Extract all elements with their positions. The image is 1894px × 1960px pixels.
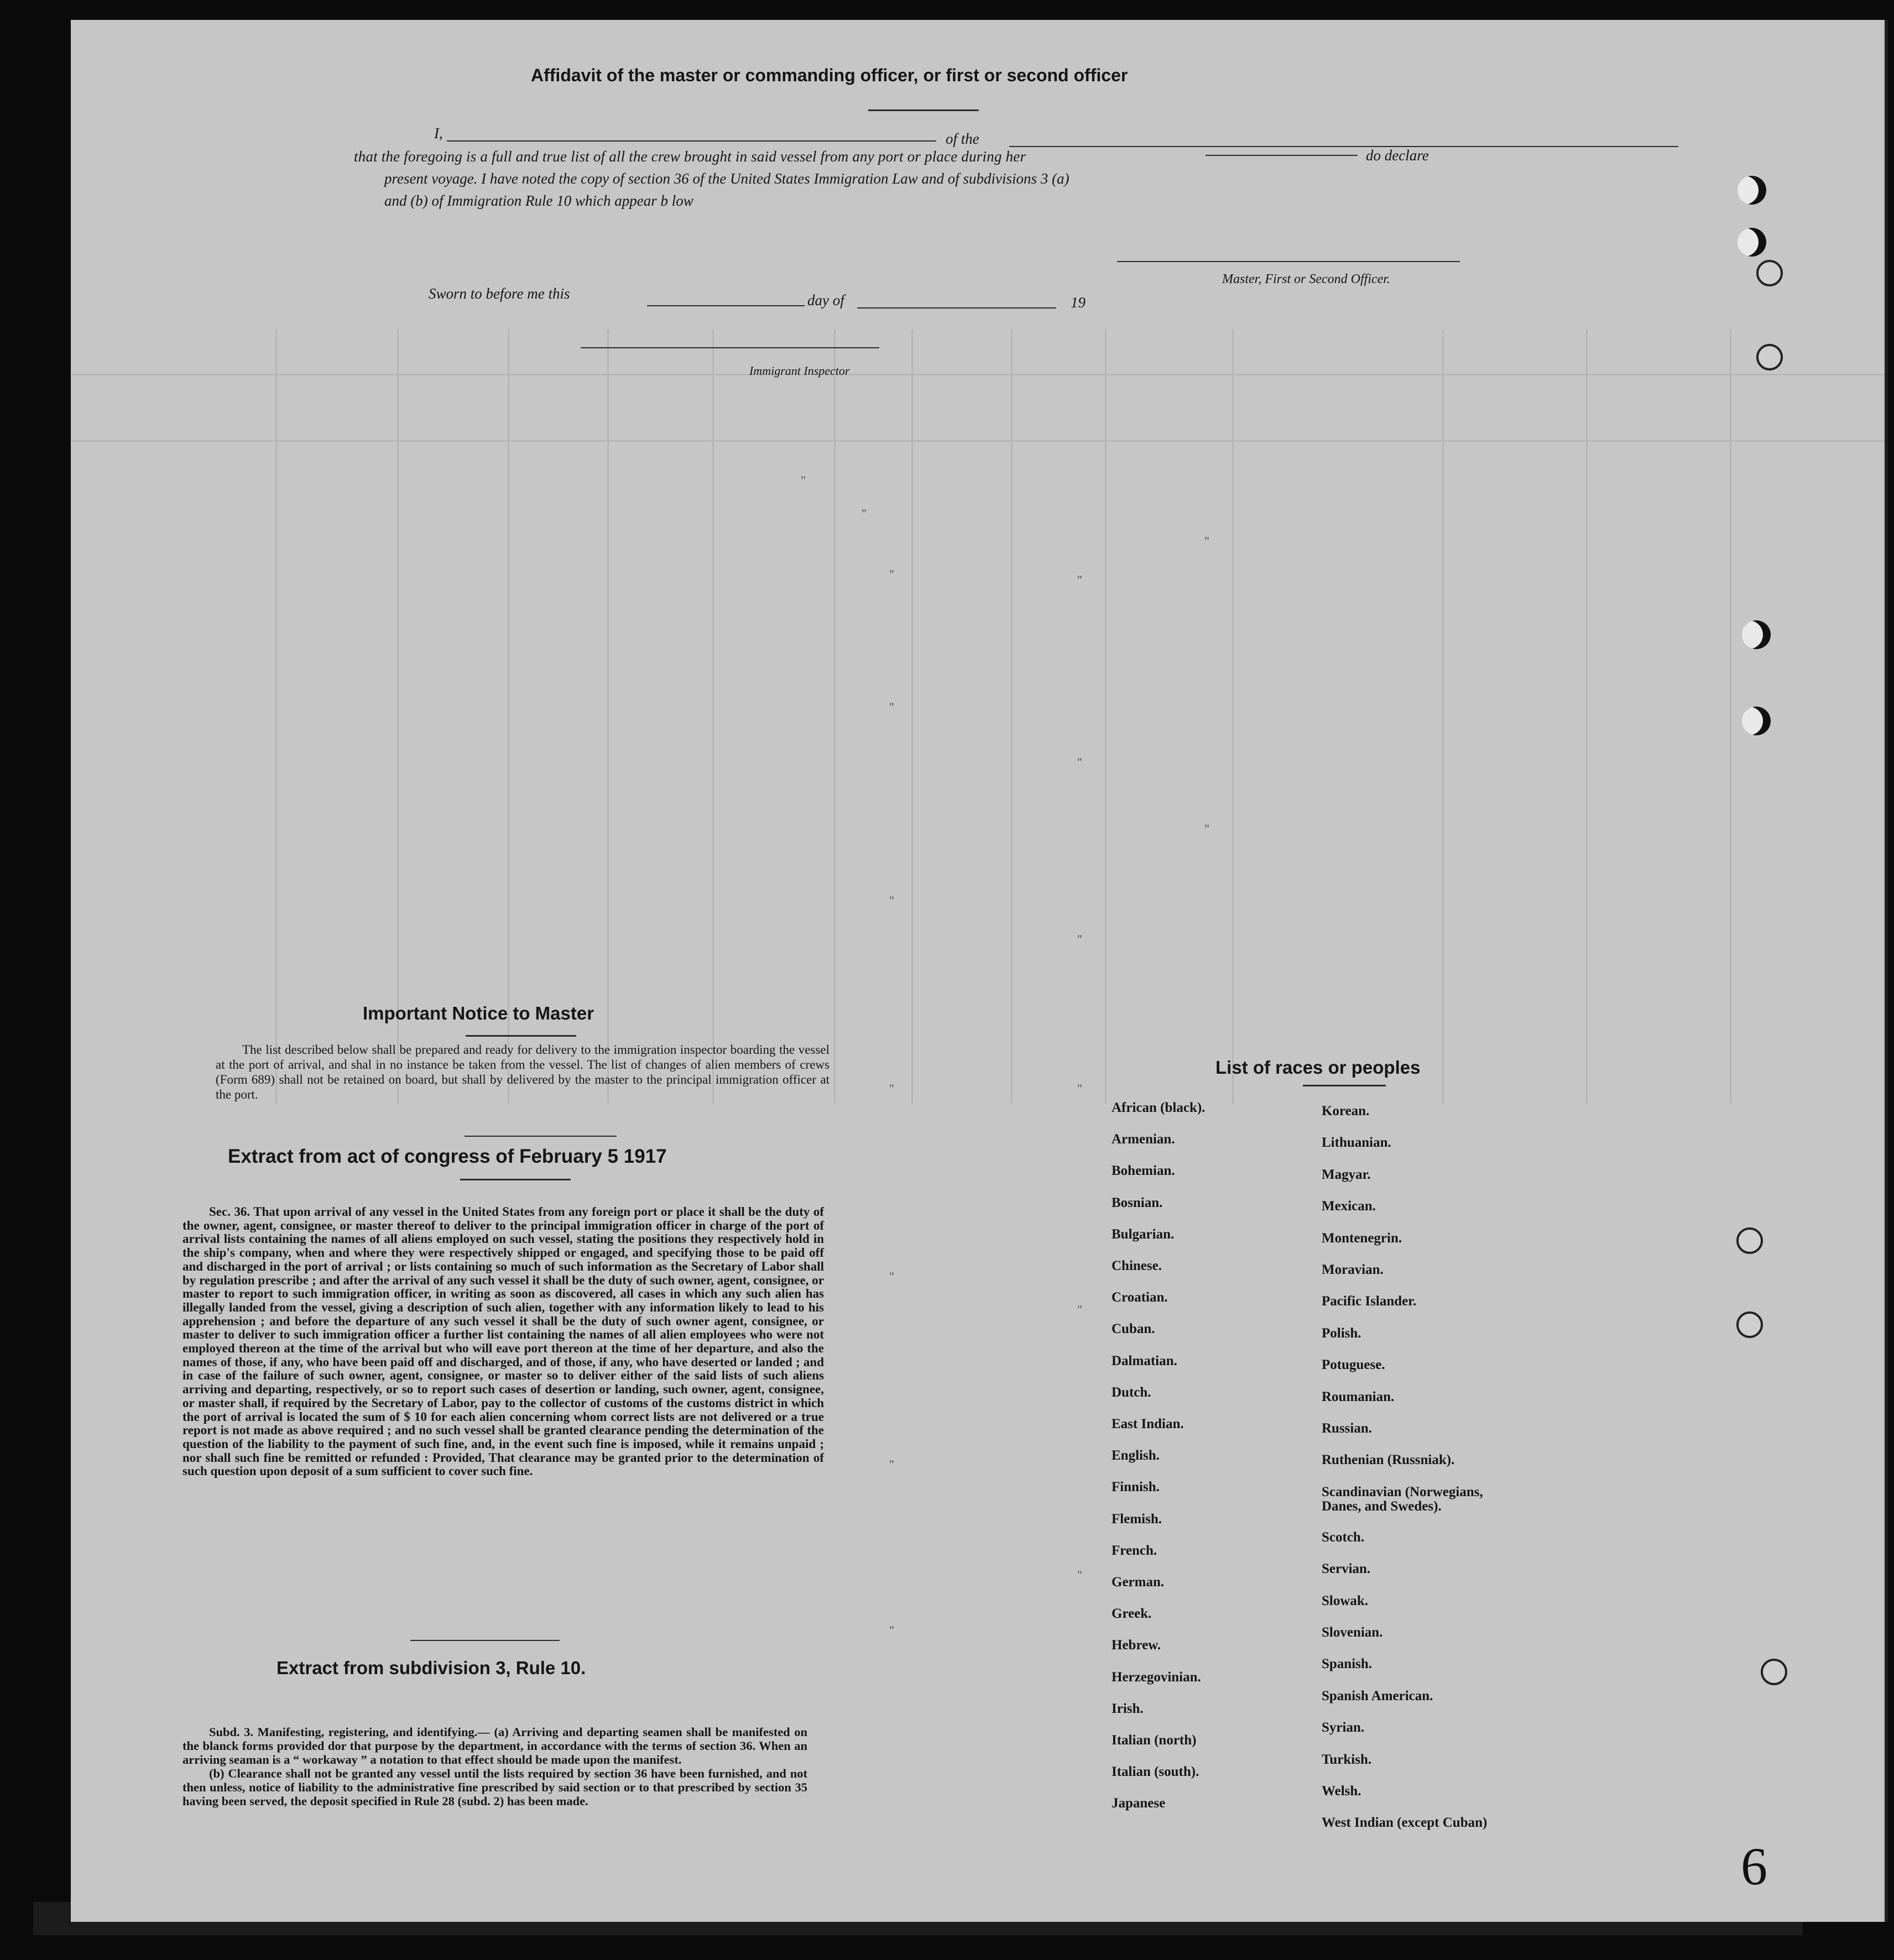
race-item: Spanish. (1322, 1656, 1373, 1672)
affidavit-of-the: of the (946, 130, 979, 147)
races-underline (1303, 1085, 1386, 1086)
affidavit-line-1: that the foregoing is a full and true list of all the crew brought in said vessel from any port or place during her (354, 148, 1026, 165)
race-item: Russian. (1322, 1421, 1373, 1436)
race-item: German. (1112, 1575, 1165, 1590)
affidavit-do-declare: do declare (1366, 147, 1429, 164)
race-item: Italian (north) (1112, 1733, 1197, 1748)
race-item: Slovenian. (1322, 1625, 1383, 1640)
sworn-day-of: day of (807, 292, 844, 309)
master-signature-line (1117, 261, 1460, 262)
vessel-blank (1009, 146, 1678, 147)
page-number: 6 (1741, 1837, 1767, 1896)
race-item: Potuguese. (1322, 1357, 1385, 1373)
race-item: Danes, and Swedes). (1322, 1498, 1442, 1514)
race-item: Spanish American. (1322, 1688, 1433, 1703)
race-item: Bulgarian. (1112, 1226, 1175, 1242)
race-item: West Indian (except Cuban) (1322, 1815, 1488, 1831)
punch-hole (1756, 344, 1783, 370)
race-item: English. (1112, 1448, 1160, 1464)
race-item: Lithuanian. (1322, 1135, 1391, 1151)
race-item: African (black). (1112, 1100, 1206, 1115)
race-item: Roumanian. (1322, 1389, 1395, 1404)
race-item: Montenegrin. (1322, 1230, 1402, 1246)
subdivision-b: (b) Clearance shall not be granted any vessel until the lists required by section 36 have been furnished, and not then unless, notice of liability to the administrative fine prescribed by said section or to that prescribed by section 35 having been served, the deposit specified in Rule 28 (subd. 2) has been made. (182, 1766, 807, 1808)
race-item: Bohemian. (1112, 1163, 1175, 1179)
act-paragraph: Sec. 36. That upon arrival of any vessel in the United States from any foreign port or place it shall be the duty of the owner, agent, consignee, or master thereof to deliver to the principal immigration officer in charge of the port of arrival lists containing the names of all aliens employed on such vessel, stating the positions they respectively hold in the ship's company, when and where they were respectively shipped or engaged, and specifying those to be paid off and discharged in the port of arrival ; or lists containing so much of such information as the Secretary of Labor shall by regulation prescribe ; and after the arrival of any such vessel it shall be the duty of such owner, agent, consignee, or master to report to such immigration officer, in writing as soon as discovered, all cases in which any such alien has illegally landed from the vessel, giving a description of such alien, together with any information likely to lead to his apprehension ; and before the departure of any such vessel it shall be the duty of such owner agent, consignee, or master to deliver to such immigration officer a further list containing the names of all alien employees who were not employed thereon at the time of the arrival but who will eave port thereon at the time of her departure, and also the names of those, if any, who have been paid off and discharged, and of those, if any, who have deserted or landed ; and in case of the failure of such owner, agent, consignee, or master so to deliver either of the said lists of such aliens arriving and departing, respectively, or so to report such cases of desertion or landing, such owner, agent, consignee, or master shall, if required by the Secretary of Labor, pay to the collector of customs of the customs district in which the port of arrival is located the sum of $ 10 for each alien concerning whom correct lists are not delivered or a true report is not made as above required ; and no such vessel shall be granted clearance pending the determination of the question of the liability to the payment of such fine, and, in the event such fine is imposed, while it remains unpaid ; nor shall such fine be remitted or refunded : Provided, That clearance may be granted prior to the determination of such question upon deposit of a sum sufficient to cover such fine. (182, 1205, 824, 1478)
race-item: Ruthenian (Russniak). (1322, 1452, 1455, 1468)
race-item: Hebrew. (1112, 1638, 1161, 1653)
notice-paragraph: The list described below shall be prepared and ready for delivery to the immigration inspector boarding the vessel at the port of arrival, and shal in no instance be taken from the vessel. The list of changes of alien members of crews (Form 689) shall not be retained on board, but shall by delivered by the master to the principal immigration officer at the port. (216, 1043, 829, 1101)
document-page: " " " " " " " " " " " " " " " " " (71, 20, 1888, 1922)
race-item: Herzegovinian. (1112, 1669, 1201, 1685)
race-item: Polish. (1322, 1325, 1361, 1341)
sworn-month-blank (857, 307, 1056, 309)
title-underline (868, 109, 979, 111)
race-item: Scotch. (1322, 1529, 1365, 1545)
race-item: Scandinavian (Norwegians, (1322, 1484, 1483, 1499)
race-item: Magyar. (1322, 1167, 1371, 1182)
race-item: Mexican. (1322, 1199, 1376, 1214)
notice-title: Important Notice to Master (363, 1003, 594, 1023)
race-item: Chinese. (1112, 1258, 1162, 1273)
punch-hole (1736, 1227, 1763, 1254)
subdivision-title: Extract from subdivision 3, Rule 10. (276, 1658, 586, 1678)
race-item: Welsh. (1322, 1784, 1361, 1799)
subdivision-text (182, 1725, 807, 1808)
name-blank (447, 140, 936, 142)
race-item: Bosnian. (1112, 1195, 1163, 1210)
race-item: Cuban. (1112, 1321, 1155, 1337)
punch-hole (1742, 620, 1771, 649)
sworn-year: 19 (1071, 294, 1086, 311)
inspector-label: Immigrant Inspector (749, 364, 850, 378)
punch-hole (1738, 176, 1766, 205)
punch-hole (1761, 1659, 1787, 1685)
punch-hole (1738, 228, 1766, 257)
master-signature-label: Master, First or Second Officer. (1222, 272, 1390, 286)
notice-underline (466, 1035, 576, 1037)
notice-arrow (465, 1136, 617, 1137)
affidavit-i: I, (434, 125, 443, 142)
sworn-before: Sworn to before me this (429, 285, 570, 302)
race-item: Turkish. (1322, 1752, 1372, 1767)
race-item: Japanese (1112, 1796, 1166, 1811)
race-item: Irish. (1112, 1701, 1144, 1716)
race-item: Syrian. (1322, 1720, 1365, 1736)
race-item: Pacific Islander. (1322, 1294, 1417, 1309)
race-item: Korean. (1322, 1104, 1370, 1118)
section-divider (410, 1640, 560, 1641)
act-title: Extract from act of congress of February 5 1917 (228, 1146, 667, 1167)
race-item: Flemish. (1112, 1511, 1162, 1527)
affidavit-line-2: present voyage. I have noted the copy of section 36 of the United States Immigration Law and of subdivisions 3 (a) (384, 170, 1069, 187)
punch-hole (1742, 707, 1771, 735)
race-item: Finnish. (1112, 1480, 1160, 1495)
race-item: Croatian. (1112, 1290, 1168, 1305)
affidavit-title: Affidavit of the master or commanding officer, or first or second officer (531, 65, 1128, 85)
sworn-day-blank (647, 305, 805, 306)
act-text (182, 1205, 824, 1478)
subdivision-a: Subd. 3. Manifesting, registering, and identifying.— (a) Arriving and departing seamen shall be manifested on the blanck forms provided dor that purpose by the department, in accordance with the terms of section 36. When an arriving seaman is a “ workaway ” a notation to that effect should be made upon the manifest. (182, 1725, 807, 1766)
race-item: Slowak. (1322, 1593, 1369, 1608)
race-item: East Indian. (1112, 1417, 1184, 1431)
race-item: Italian (south). (1112, 1764, 1199, 1780)
race-item: Armenian. (1112, 1132, 1175, 1147)
race-item: Greek. (1112, 1606, 1152, 1622)
races-title: List of races or peoples (1215, 1057, 1421, 1078)
punch-hole (1736, 1311, 1763, 1338)
notice-text (216, 1042, 829, 1102)
inspector-signature-line (581, 347, 879, 348)
race-item: Dalmatian. (1112, 1353, 1177, 1368)
port-blank (1206, 155, 1358, 156)
punch-hole (1756, 260, 1783, 286)
race-item: Moravian. (1322, 1262, 1384, 1277)
race-item: Dutch. (1112, 1384, 1151, 1400)
race-item: Servian. (1322, 1561, 1371, 1577)
affidavit-line-3: and (b) of Immigration Rule 10 which appear b low (384, 192, 693, 209)
race-item: French. (1112, 1543, 1157, 1558)
act-underline (460, 1179, 571, 1180)
